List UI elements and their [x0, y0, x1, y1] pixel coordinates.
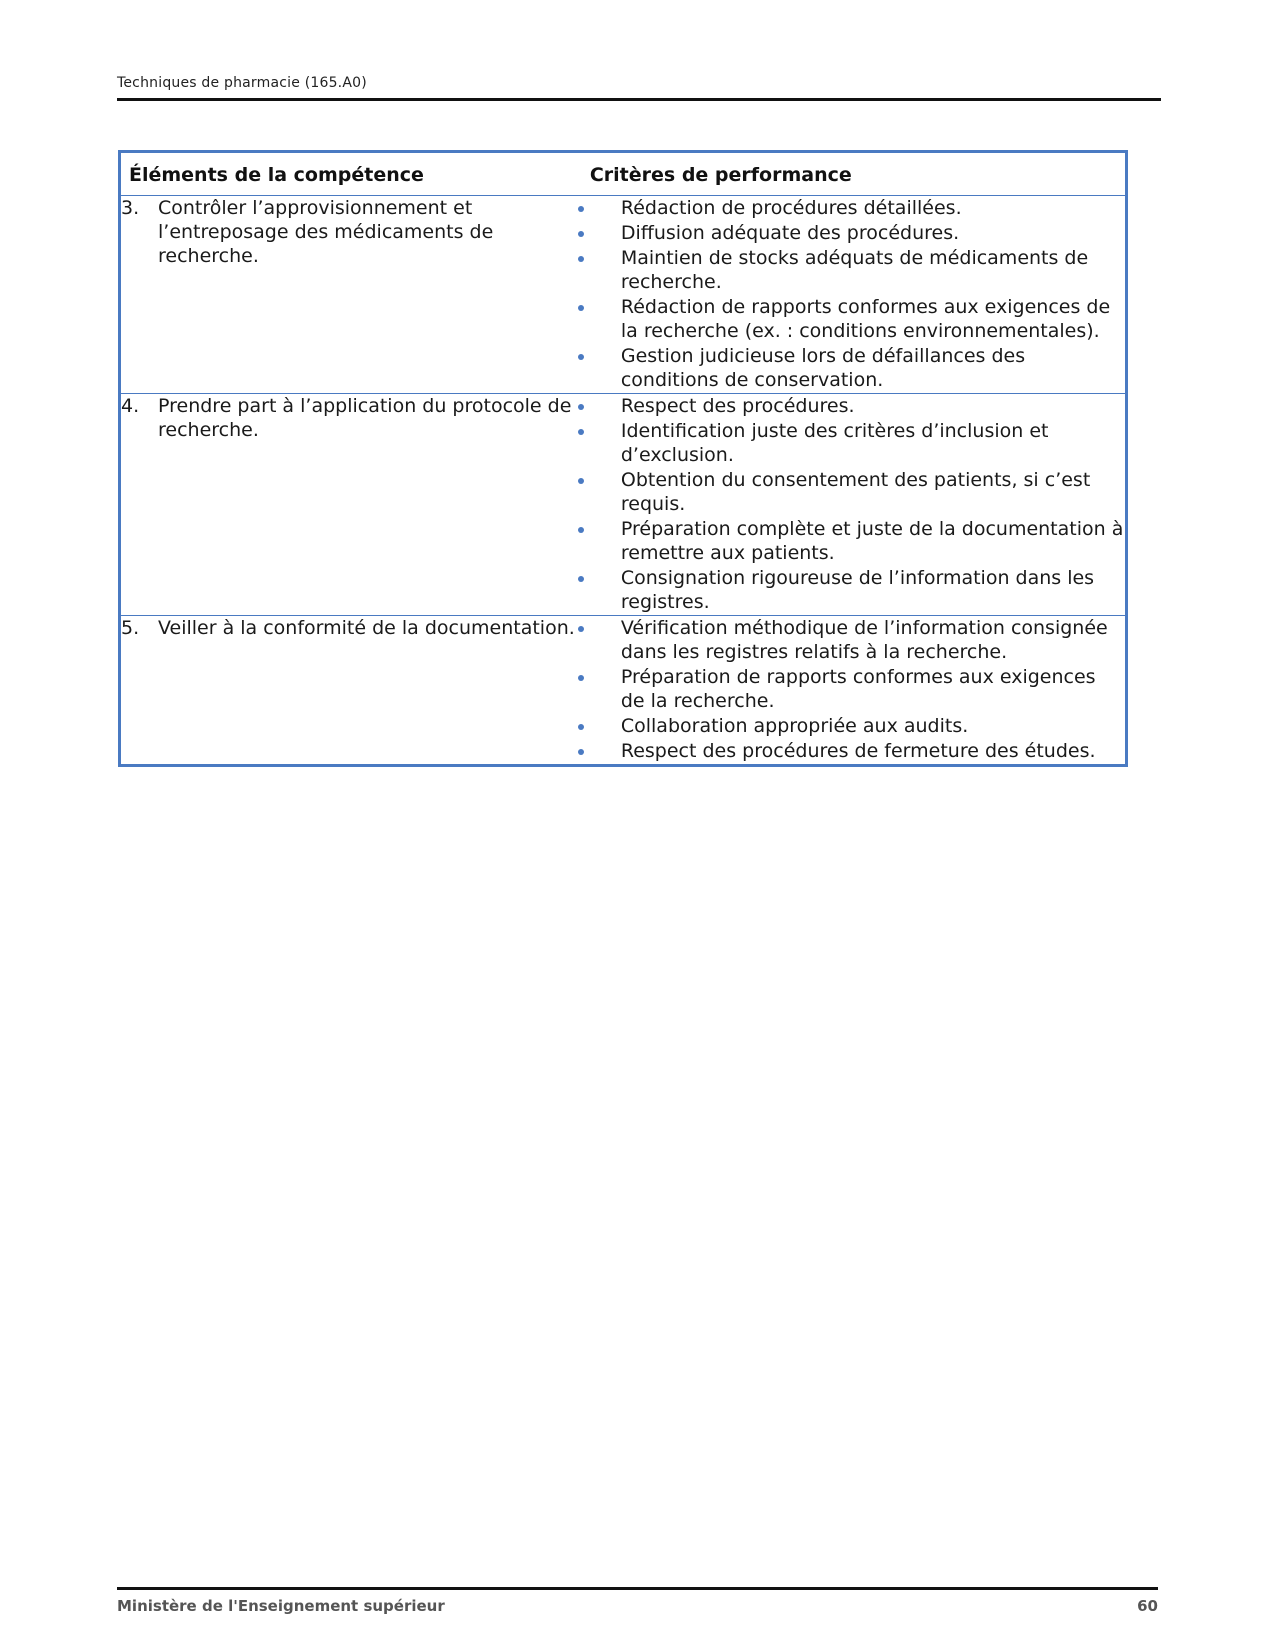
- list-item: [577, 196, 1125, 220]
- criterion-text: Diffusion adéquate des procédures.: [620, 222, 960, 244]
- page-footer: [117, 1587, 1158, 1615]
- element-number: 4.: [121, 395, 140, 417]
- list-item: [577, 739, 1125, 763]
- criterion-text: Préparation complète et juste de la documentation à remettre aux patients.: [620, 518, 1124, 564]
- bullet-icon: [577, 394, 621, 418]
- criterion-text: Gestion judicieuse lors de défaillances des conditions de conservation.: [620, 345, 1026, 391]
- criterion-text: Maintien de stocks adéquats de médicaments de recherche.: [620, 247, 1089, 293]
- element-cell: [120, 196, 577, 394]
- criteria-list: [577, 394, 1125, 614]
- criterion-text: Préparation de rapports conformes aux exigences de la recherche.: [620, 666, 1096, 712]
- criterion-text: Consignation rigoureuse de l’information dans les registres.: [620, 567, 1095, 613]
- element-text: Prendre part à l’application du protocole de recherche.: [158, 395, 572, 441]
- criterion-text: Respect des procédures de fermeture des études.: [620, 740, 1096, 762]
- criterion-text: Collaboration appropriée aux audits.: [620, 715, 969, 737]
- bullet-icon: [577, 665, 621, 713]
- competence-element: [121, 394, 577, 442]
- column-header-elements: Éléments de la compétence: [120, 152, 577, 196]
- list-item: [577, 616, 1125, 664]
- bullet-icon: [577, 714, 621, 738]
- bullet-icon: [577, 616, 621, 664]
- criteria-list: [577, 616, 1125, 763]
- element-text: Contrôler l’approvisionnement et l’entreposage des médicaments de recherche.: [158, 197, 494, 267]
- criterion-text: Obtention du consentement des patients, si c’est requis.: [620, 469, 1091, 515]
- table-row: [120, 196, 1127, 394]
- criterion-text: Rédaction de rapports conformes aux exigences de la recherche (ex. : conditions environnementales).: [620, 296, 1111, 342]
- element-number: 5.: [121, 617, 140, 639]
- document-title: Techniques de pharmacie (165.A0): [117, 75, 367, 91]
- criteria-cell: [577, 196, 1127, 394]
- list-item: [577, 665, 1125, 713]
- page-number: 60: [1137, 1597, 1158, 1615]
- table-row: [120, 616, 1127, 766]
- bullet-icon: [577, 739, 621, 763]
- list-item: [577, 566, 1125, 614]
- table-row: [120, 394, 1127, 616]
- criterion-text: Rédaction de procédures détaillées.: [620, 197, 962, 219]
- bullet-icon: [577, 468, 621, 516]
- bullet-icon: [577, 221, 621, 245]
- list-item: [577, 468, 1125, 516]
- list-item: [577, 517, 1125, 565]
- column-header-criteres: Critères de performance: [577, 152, 1127, 196]
- criteria-cell: [577, 616, 1127, 766]
- competence-table: [118, 150, 1128, 767]
- bullet-icon: [577, 246, 621, 294]
- table-header-row: [120, 152, 1127, 196]
- bullet-icon: [577, 566, 621, 614]
- list-item: [577, 295, 1125, 343]
- bullet-icon: [577, 517, 621, 565]
- element-cell: [120, 394, 577, 616]
- list-item: [577, 714, 1125, 738]
- list-item: [577, 344, 1125, 392]
- list-item: [577, 394, 1125, 418]
- criterion-text: Identification juste des critères d’inclusion et d’exclusion.: [620, 420, 1049, 466]
- criterion-text: Vérification méthodique de l’information consignée dans les registres relatifs à la recherche.: [620, 617, 1108, 663]
- criteria-list: [577, 196, 1125, 392]
- competence-element: [121, 196, 577, 268]
- bullet-icon: [577, 419, 621, 467]
- bullet-icon: [577, 295, 621, 343]
- bullet-icon: [577, 196, 621, 220]
- bullet-icon: [577, 344, 621, 392]
- element-cell: [120, 616, 577, 766]
- criterion-text: Respect des procédures.: [620, 395, 855, 417]
- criteria-cell: [577, 394, 1127, 616]
- competence-element: [121, 616, 577, 640]
- ministry-name: Ministère de l'Enseignement supérieur: [117, 1597, 445, 1615]
- page-header: [117, 74, 1161, 101]
- list-item: [577, 419, 1125, 467]
- element-number: 3.: [121, 197, 140, 219]
- list-item: [577, 246, 1125, 294]
- list-item: [577, 221, 1125, 245]
- element-text: Veiller à la conformité de la documentation.: [158, 617, 575, 639]
